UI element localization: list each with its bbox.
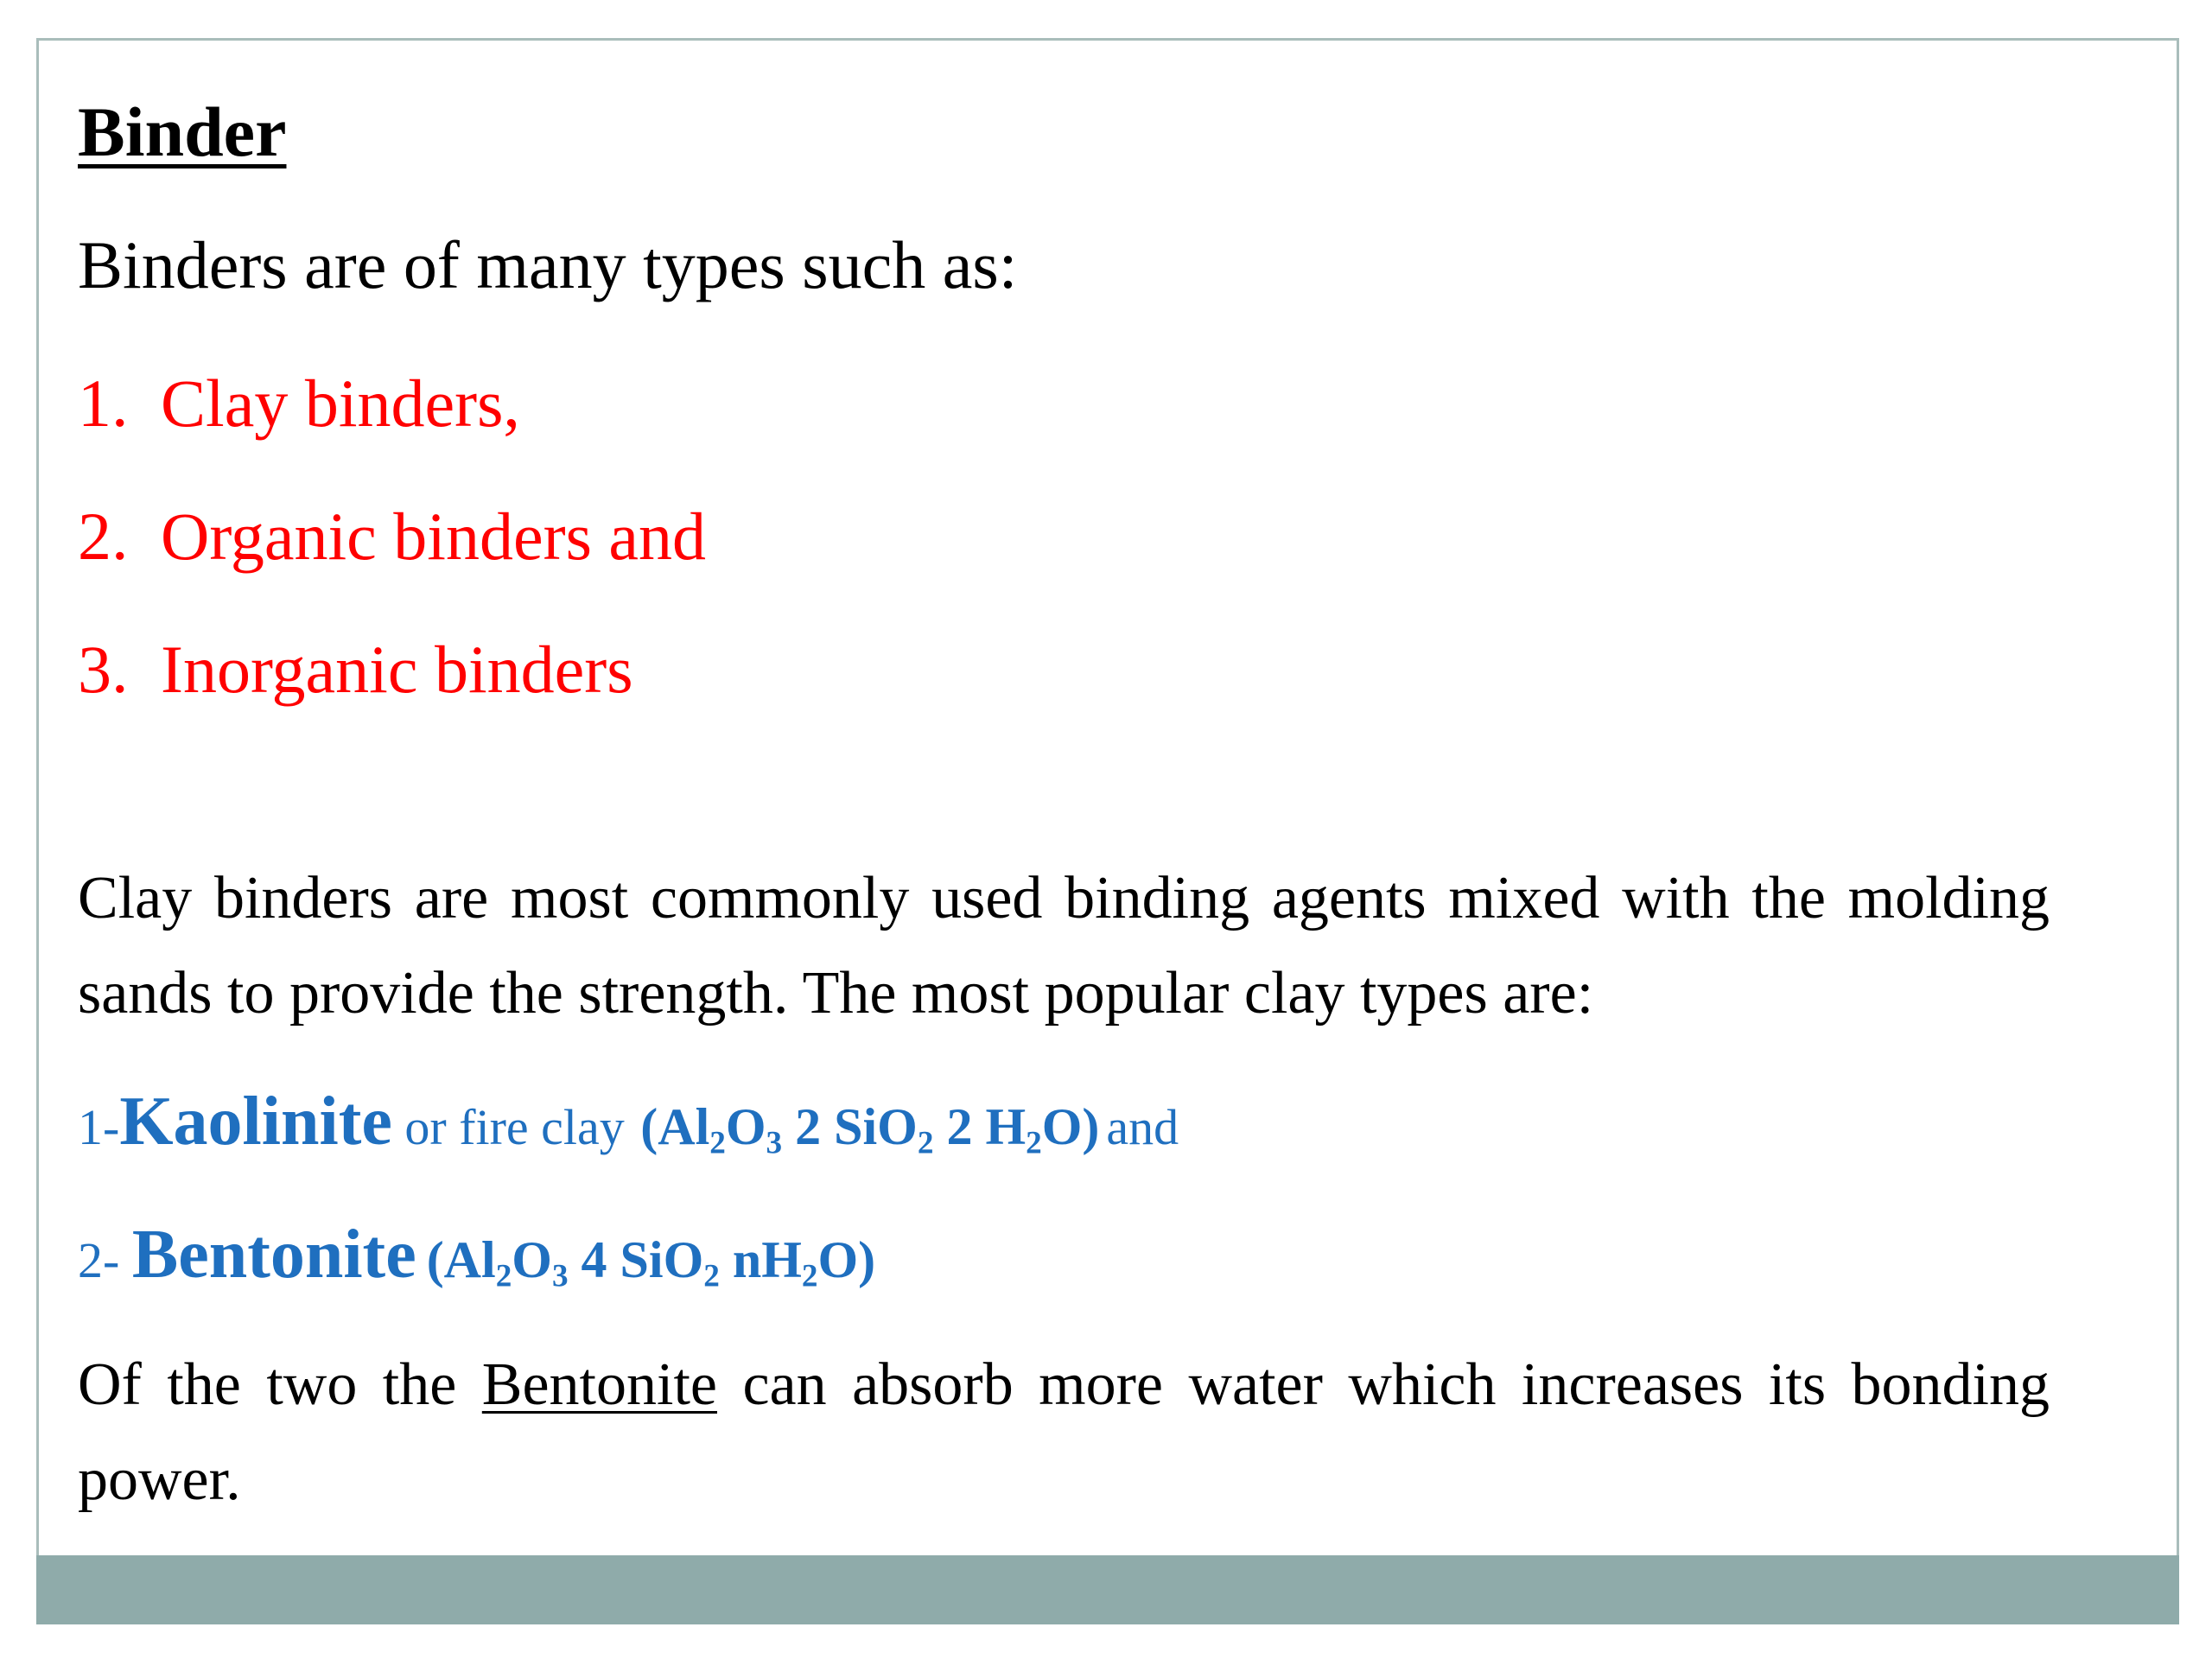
list-label: Inorganic binders (161, 632, 633, 707)
list-item-organic (78, 499, 707, 574)
list-number: 3. (78, 632, 129, 707)
list-number: 2. (78, 499, 129, 574)
bentonite-line (78, 1217, 876, 1294)
kaolinite-line (78, 1084, 1179, 1161)
closing-paragraph: Of the two the Bentonite can absorb more water which increases its bonding power. (78, 1351, 2050, 1513)
bentonite-name: Bentonite (131, 1217, 416, 1293)
list-label: Clay binders, (161, 365, 520, 441)
bentonite-prefix: 2- (78, 1232, 132, 1288)
kaolinite-suffix: and (1106, 1099, 1179, 1155)
kaolinite-formula: ($Al_2O_3$ 2 SiO$_2$ 2 $H_2O$) (640, 1098, 1100, 1161)
bentonite-formula: ($Al_2O_3$ 4 SiO$_2$ $nH_2O$) (426, 1231, 876, 1294)
clay-paragraph: Clay binders are most commonly used binding agents mixed with the molding sands to provide the strength. The most popular clay types are: (78, 865, 2050, 1027)
kaolinite-name: Kaolinite (119, 1084, 392, 1160)
list-number: 1. (78, 365, 129, 441)
kaolinite-alt: or fire clay (391, 1099, 638, 1155)
kaolinite-prefix: 1- (78, 1099, 120, 1155)
bentonite-emphasis: Bentonite (481, 1351, 717, 1418)
footer-bar (36, 1555, 2179, 1624)
list-label: Organic binders and (161, 499, 707, 574)
list-item-inorganic (78, 632, 633, 707)
intro-text: Binders are of many types such as: (78, 227, 1018, 302)
list-item-clay (78, 365, 520, 441)
slide-title: Binder (78, 92, 287, 171)
